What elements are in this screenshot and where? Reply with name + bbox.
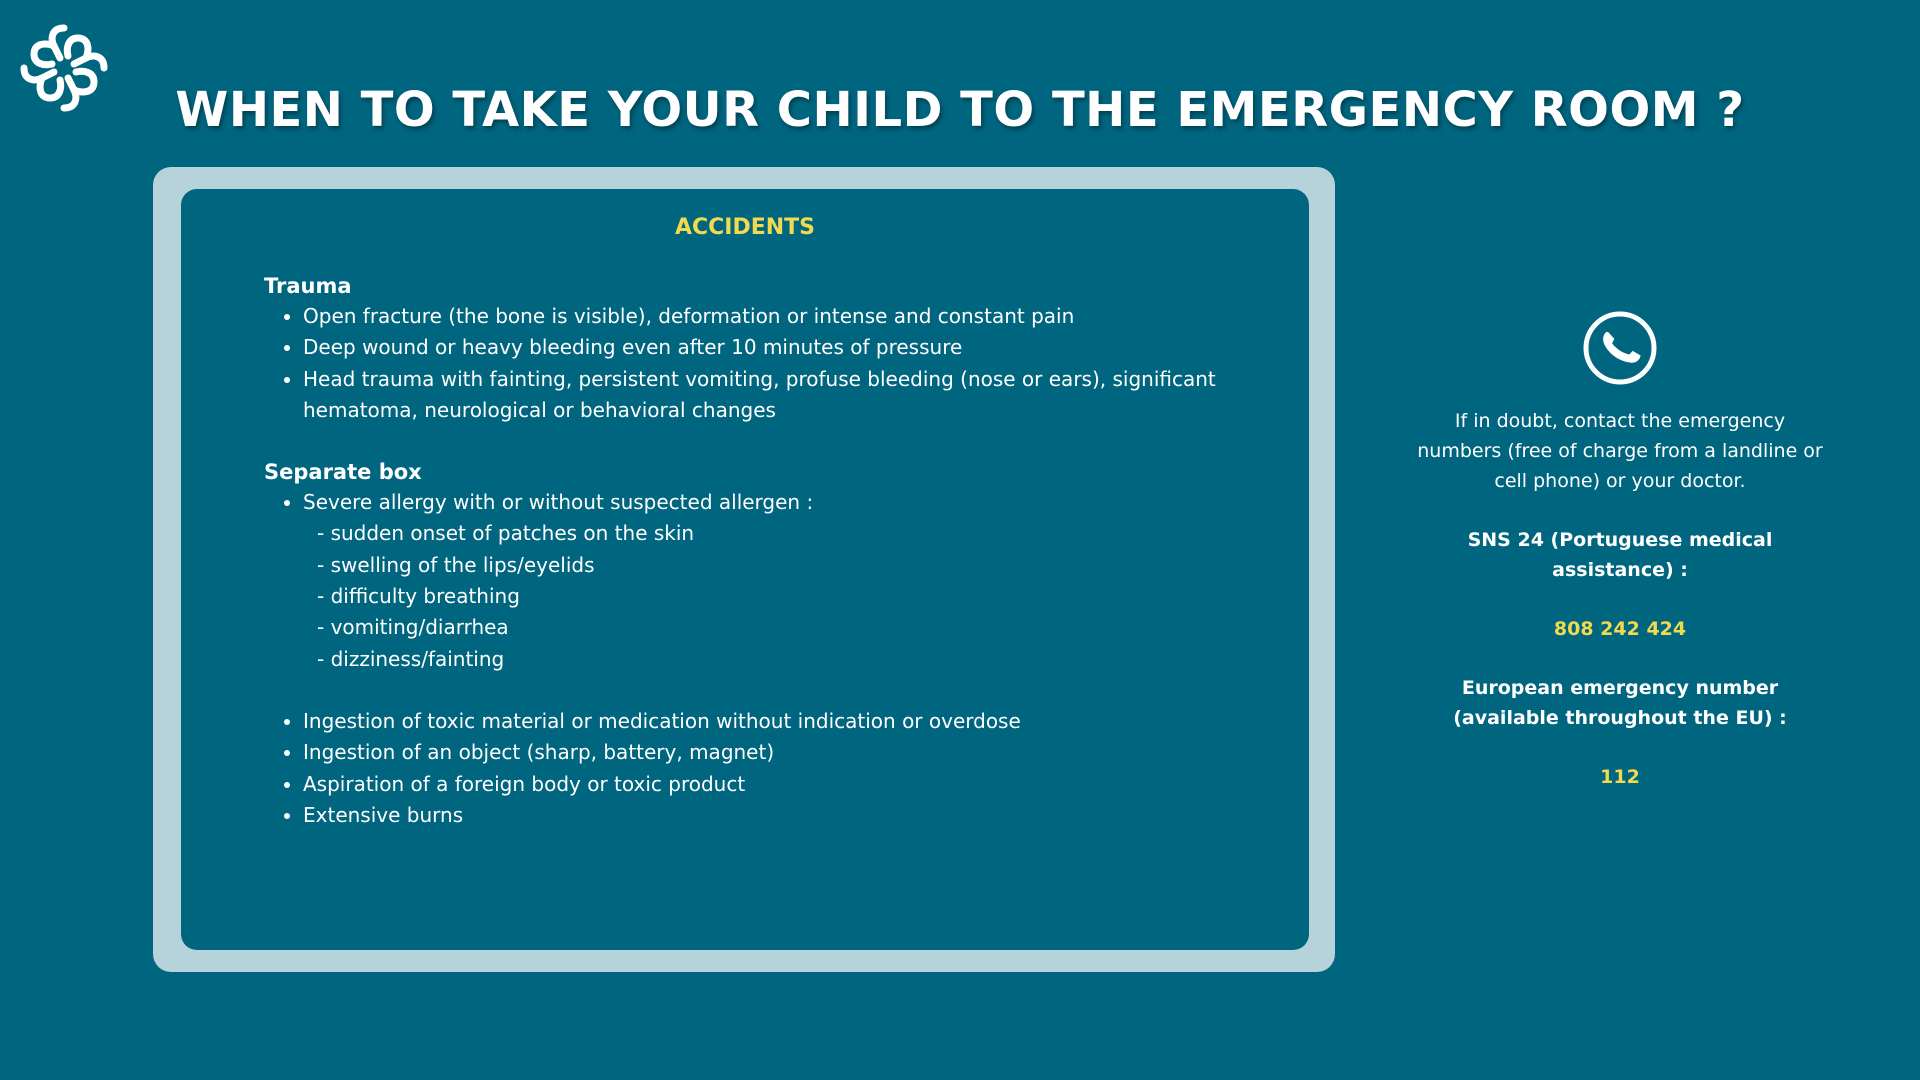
phone-icon xyxy=(1582,310,1658,386)
list-item: • Deep wound or heavy bleeding even after 10 minutes of pressure xyxy=(303,332,1234,363)
ingestion-list xyxy=(264,706,1234,831)
contact-panel xyxy=(1410,310,1830,792)
card-heading: ACCIDENTS xyxy=(674,215,816,240)
allergy-text: Severe allergy with or without suspected allergen : xyxy=(303,490,814,515)
sub-list-item: - dizziness/fainting xyxy=(317,646,505,671)
sns-number[interactable]: 808 242 424 xyxy=(1553,618,1687,640)
list-item: • Ingestion of an object (sharp, battery, magnet) xyxy=(303,737,1234,768)
list-item: • Ingestion of toxic material or medication without indication or overdose xyxy=(303,706,1234,737)
section-title-trauma: Trauma xyxy=(264,274,352,298)
page-title: WHEN TO TAKE YOUR CHILD TO THE EMERGENCY ROOM ? xyxy=(175,82,1745,138)
eu-label: European emergency number (available throughout the EU) : xyxy=(1453,677,1787,729)
contact-intro: If in doubt, contact the emergency numbers (free of charge from a landline or cell phone) or your doctor. xyxy=(1417,410,1823,492)
trauma-list xyxy=(264,301,1234,426)
sns-label: SNS 24 (Portuguese medical assistance) : xyxy=(1467,529,1773,581)
list-item: • Head trauma with fainting, persistent vomiting, profuse bleeding (nose or ears), significant hematoma, neurological or behavioral changes xyxy=(303,364,1234,427)
list-item: • Extensive burns xyxy=(303,800,1234,831)
list-item xyxy=(303,487,1234,675)
sub-list-item: - vomiting/diarrhea xyxy=(317,615,509,640)
allergy-sublist xyxy=(303,518,1234,674)
section-title-separate-box: Separate box xyxy=(264,460,422,485)
list-item: • Aspiration of a foreign body or toxic product xyxy=(303,769,1234,800)
accidents-card xyxy=(181,189,1309,950)
eu-number[interactable]: 112 xyxy=(1600,766,1640,788)
card-content xyxy=(264,271,1234,831)
separate-list xyxy=(264,487,1234,675)
sub-list-item: - swelling of the lips/eyelids xyxy=(317,552,595,577)
list-item: • Open fracture (the bone is visible), deformation or intense and constant pain xyxy=(303,301,1234,332)
sub-list-item: - difficulty breathing xyxy=(317,584,520,609)
sub-list-item: - sudden onset of patches on the skin xyxy=(317,521,695,546)
